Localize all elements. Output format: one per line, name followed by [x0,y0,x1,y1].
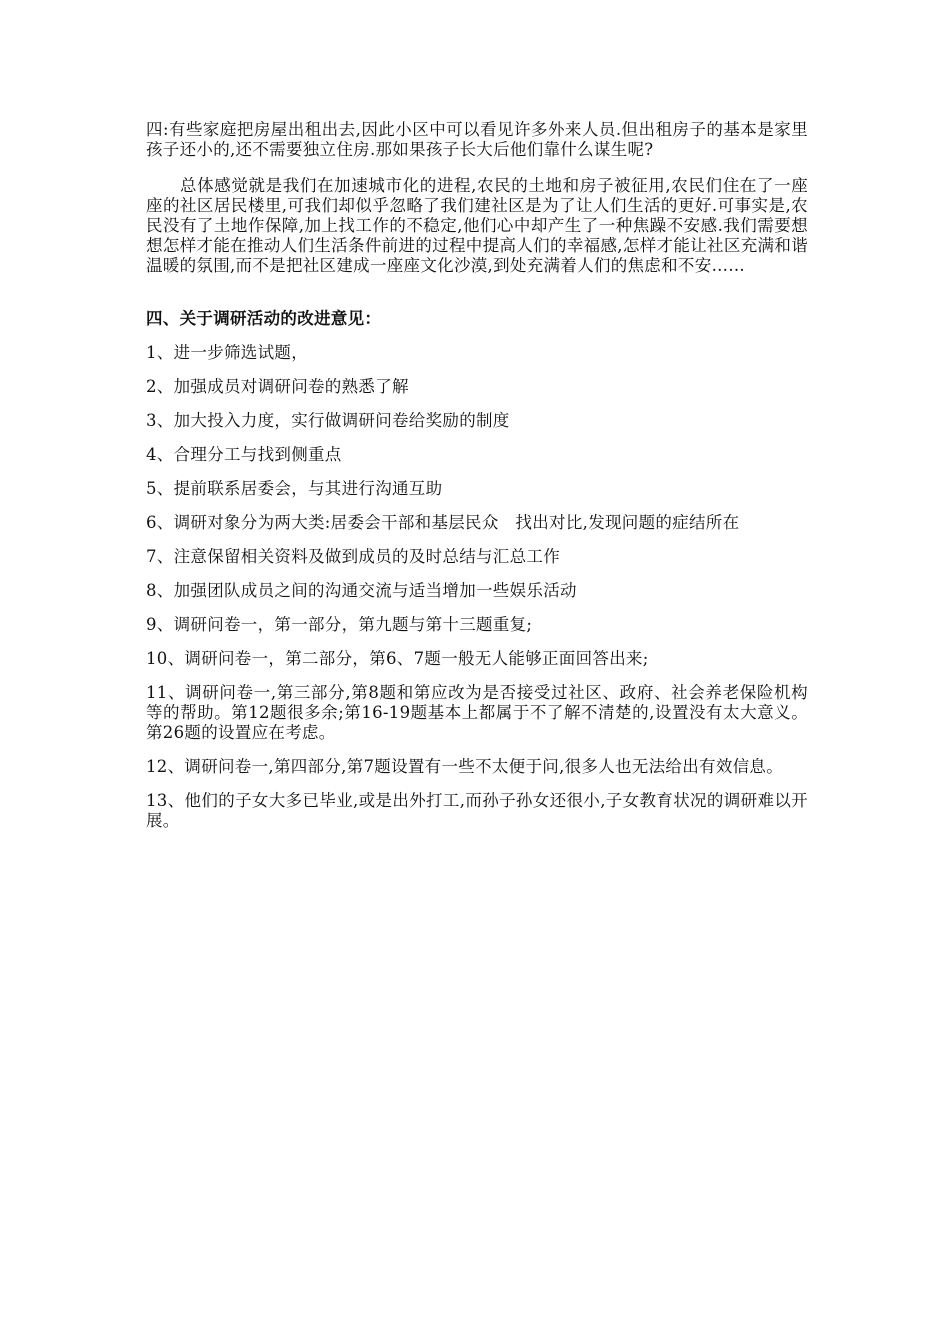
list-item: 8、加强团队成员之间的沟通交流与适当增加一些娱乐活动 [146,581,577,600]
list-item: 2、加强成员对调研问卷的熟悉了解 [146,377,409,396]
list-item: 13、他们的子女大多已毕业,或是出外打工,而孙子孙女还很小,子女教育状况的调研难以开展。 [146,791,808,830]
list-item: 6、调研对象分为两大类:居委会干部和基层民众 找出对比,发现问题的症结所在 [146,513,740,532]
improvement-list [146,343,808,831]
section-heading: 四、关于调研活动的改进意见： [146,309,382,328]
list-item: 10、调研问卷一，第二部分，第6、7题一般无人能够正面回答出来; [146,649,649,668]
paragraph-intro: 四:有些家庭把房屋出租出去,因此小区中可以看见许多外来人员.但出租房子的基本是家里孩子还小的,还不需要独立住房.那如果孩子长大后他们靠什么谋生呢? [146,120,808,159]
paragraph-summary: 总体感觉就是我们在加速城市化的进程,农民的土地和房子被征用,农民们住在了一座座的社区居民楼里,可我们却似乎忽略了我们建社区是为了让人们生活的更好.可事实是,农民没有了土地作保障,加上找工作的不稳定,他们心中却产生了一种焦躁不安感.我们需要想想怎样才能在推动人们生活条件前进的过程中提高人们的幸福感,怎样才能让社区充满和谐温暖的氛围,而不是把社区建成一座座文化沙漠,到处充满着人们的焦虑和不安…… [146,176,808,275]
list-item: 4、合理分工与找到侧重点 [146,445,342,464]
list-item: 9、调研问卷一，第一部分，第九题与第十三题重复; [146,615,533,634]
document-page [146,120,808,845]
list-item: 3、加大投入力度，实行做调研问卷给奖励的制度 [146,411,510,430]
list-item: 7、注意保留相关资料及做到成员的及时总结与汇总工作 [146,547,560,566]
list-item: 11、调研问卷一,第三部分,第8题和第应改为是否接受过社区、政府、社会养老保险机构等的帮助。第12题很多余;第16-19题基本上都属于不了解不清楚的,设置没有太大意义。第26题的设置应在考虑。 [146,683,808,742]
list-item: 12、调研问卷一,第四部分,第7题设置有一些不太便于问,很多人也无法给出有效信息。 [146,757,784,776]
list-item: 5、提前联系居委会，与其进行沟通互助 [146,479,443,498]
list-item: 1、进一步筛选试题， [146,343,308,362]
